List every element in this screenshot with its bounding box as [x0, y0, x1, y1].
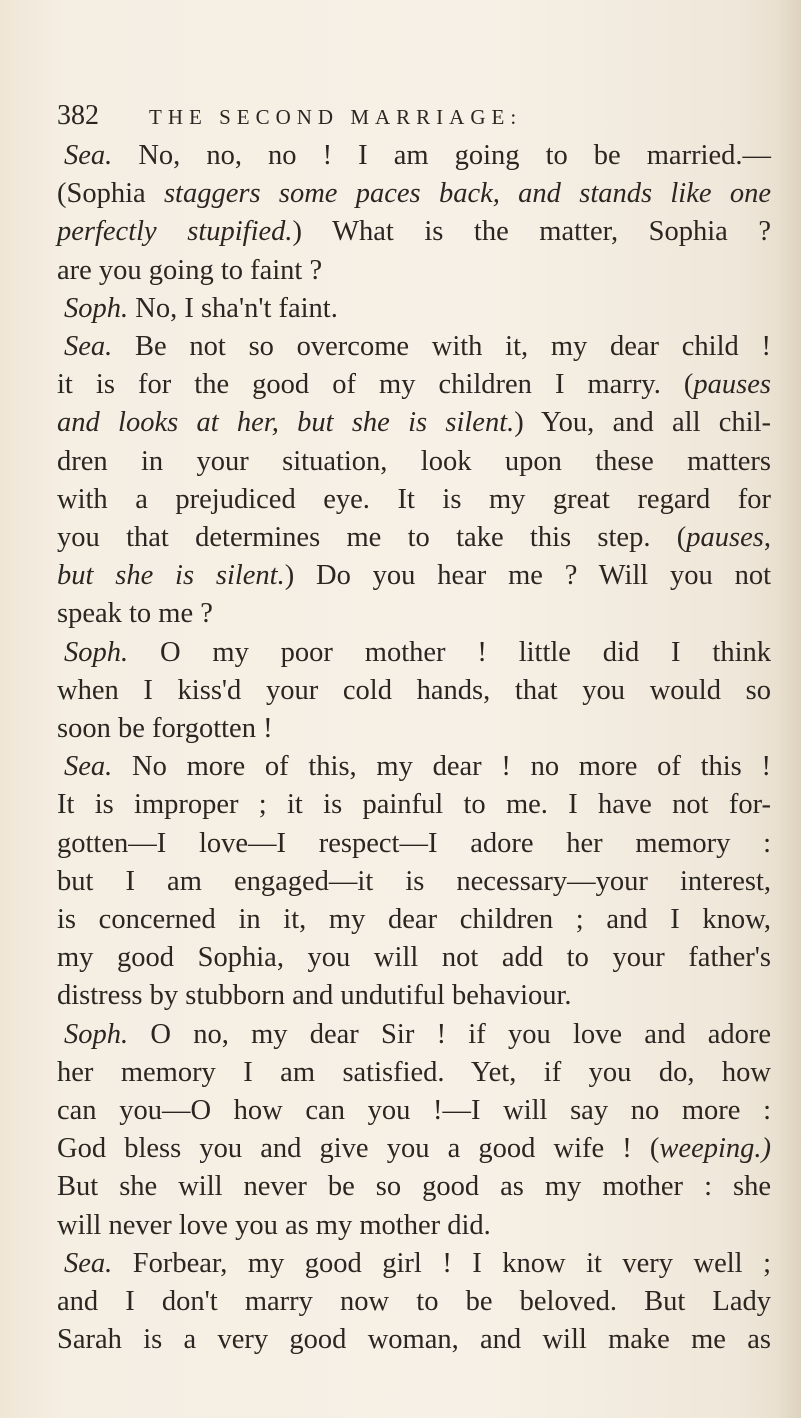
text-line: Sea. No more of this, my dear ! no more of this ! [64, 751, 771, 783]
text-line: can you—O how can you !—I will say no more : [57, 1095, 771, 1127]
text-line: and I don't marry now to be beloved. But Lady [57, 1286, 771, 1318]
text-line: (Sophia staggers some paces back, and stands like one [57, 178, 771, 210]
body-text [57, 137, 771, 1360]
text-line: is concerned in it, my dear children ; and I know, [57, 904, 771, 936]
text-line: and looks at her, but she is silent.) You, and all chil- [57, 407, 771, 439]
text-line: Sea. Forbear, my good girl ! I know it very well ; [64, 1247, 771, 1279]
text-line: Sea. No, no, no ! I am going to be married.— [64, 140, 771, 171]
text-line: her memory I am satisfied. Yet, if you do, how [57, 1056, 771, 1088]
text-line: perfectly stupified.) What is the matter, Sophia ? [57, 216, 771, 248]
page-edge-shadow [779, 0, 801, 1418]
text-line: Soph. O my poor mother ! little did I think [64, 636, 771, 668]
text-line: will never love you as my mother did. [57, 1209, 491, 1241]
text-line: soon be forgotten ! [57, 713, 273, 745]
text-line: my good Sophia, you will not add to your father's [57, 942, 771, 974]
running-title: THE SECOND MARRIAGE: [149, 105, 523, 129]
running-head [57, 100, 757, 140]
text-line: dren in your situation, look upon these matters [57, 445, 771, 477]
text-line: It is improper ; it is painful to me. I have not for- [57, 789, 771, 821]
text-line: you that determines me to take this step. (pauses, [57, 522, 771, 554]
text-line: Soph. O no, my dear Sir ! if you love and adore [64, 1018, 771, 1050]
text-line: But she will never be so good as my mother : she [57, 1171, 771, 1203]
text-line: Sarah is a very good woman, and will make me as [57, 1324, 771, 1356]
text-line: Soph. No, I sha'n't faint. [64, 292, 338, 324]
text-line: with a prejudiced eye. It is my great regard for [57, 483, 771, 515]
text-line: but I am engaged—it is necessary—your interest, [57, 865, 771, 897]
text-line: Sea. Be not so overcome with it, my dear child ! [64, 331, 771, 363]
text-line: gotten—I love—I respect—I adore her memory : [57, 827, 771, 859]
text-line: when I kiss'd your cold hands, that you would so [57, 674, 771, 706]
page-number: 382 [57, 100, 99, 131]
text-line: but she is silent.) Do you hear me ? Will you not [57, 560, 771, 592]
text-line: speak to me ? [57, 598, 213, 630]
text-line: it is for the good of my children I marry. (pauses [57, 369, 771, 401]
text-line: distress by stubborn and undutiful behaviour. [57, 980, 572, 1012]
text-line: God bless you and give you a good wife ! (weeping.) [57, 1133, 771, 1165]
text-line: are you going to faint ? [57, 254, 323, 286]
